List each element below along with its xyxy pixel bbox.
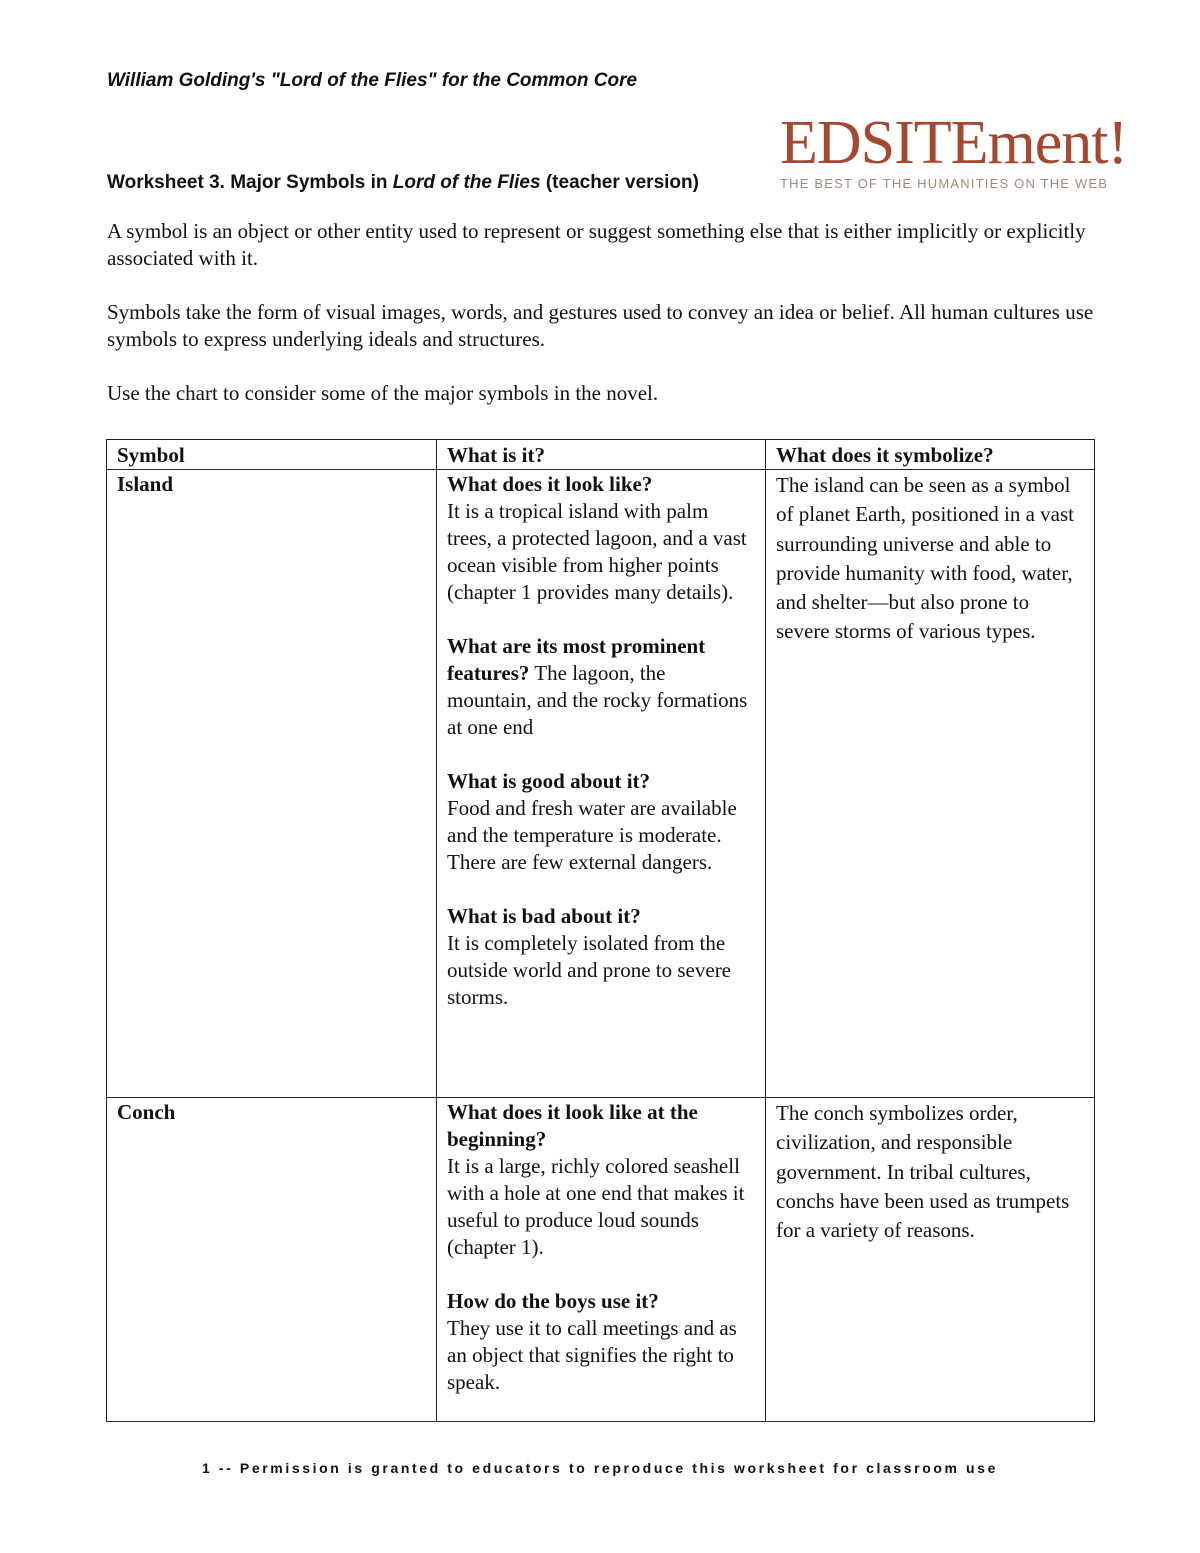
- page-footer: 1 -- Permission is granted to educators to reproduce this worksheet for classroom use: [202, 1460, 998, 1476]
- running-header: William Golding's "Lord of the Flies" for the Common Core: [107, 70, 638, 91]
- symbols-table: [106, 439, 1095, 1422]
- table-row: [107, 470, 1095, 1098]
- logo-tagline: THE BEST OF THE HUMANITIES ON THE WEB: [780, 176, 1109, 191]
- detail-answer: The lagoon, the mountain, and the rocky formations at one end: [447, 661, 748, 739]
- detail-answer: It is a large, richly colored seashell with a hole at one end that makes it useful to produce loud sounds (chapter 1).: [447, 1154, 745, 1259]
- detail-question: What is bad about it?: [447, 904, 641, 928]
- detail-answer: It is a tropical island with palm trees, a protected lagoon, and a vast ocean visible from higher points (chapter 1 provides many details).: [447, 499, 747, 604]
- detail-question: What does it look like?: [447, 472, 653, 496]
- detail-question: What are its most prominent features?: [447, 634, 706, 685]
- worksheet-title: [107, 172, 699, 194]
- detail-block: [447, 1099, 755, 1261]
- detail-block: [447, 768, 755, 876]
- intro-paragraph-forms: Symbols take the form of visual images, words, and gestures used to convey an idea or belief. All human cultures use symbols to express underlying ideals and structures.: [107, 300, 1094, 351]
- table-row: [107, 1098, 1095, 1422]
- symbol-meaning: The conch symbolizes order, civilization, and responsible government. In tribal cultures, conchs have been used as trumpets for a variety of reasons.: [766, 1098, 1095, 1422]
- detail-question: How do the boys use it?: [447, 1289, 659, 1313]
- table-header-row: [107, 440, 1095, 470]
- intro-paragraph-definition: A symbol is an object or other entity used to represent or suggest something else that is either implicitly or explicitly associated with it.: [107, 219, 1086, 270]
- intro-paragraph-instructions: Use the chart to consider some of the major symbols in the novel.: [107, 381, 659, 405]
- worksheet-title-prefix: Worksheet 3. Major Symbols in: [107, 172, 393, 193]
- detail-block: [447, 633, 755, 741]
- header-what-does-it-symbolize: What does it symbolize?: [766, 440, 1095, 470]
- logo-wordmark: EDSITEment!: [780, 109, 1128, 177]
- symbol-meaning: The island can be seen as a symbol of planet Earth, positioned in a vast surrounding universe and able to provide humanity with food, water, and shelter—but also prone to severe storms of various types.: [766, 470, 1095, 1098]
- header-symbol: Symbol: [107, 440, 437, 470]
- detail-question: What is good about it?: [447, 769, 651, 793]
- detail-answer: It is completely isolated from the outside world and prone to severe storms.: [447, 931, 732, 1009]
- detail-block: [447, 471, 755, 606]
- worksheet-title-book: Lord of the Flies: [392, 172, 541, 193]
- edsitement-logo: [780, 109, 1128, 191]
- symbol-details: [437, 1098, 766, 1422]
- symbol-name: Conch: [107, 1098, 437, 1422]
- detail-answer: They use it to call meetings and as an object that signifies the right to speak.: [447, 1316, 737, 1394]
- detail-block: [447, 903, 755, 1011]
- symbol-name: Island: [107, 470, 437, 1098]
- detail-answer: Food and fresh water are available and the temperature is moderate. There are few external dangers.: [447, 796, 737, 874]
- detail-block: [447, 1288, 755, 1396]
- symbol-details: [437, 470, 766, 1098]
- worksheet-title-suffix: (teacher version): [540, 172, 699, 193]
- header-what-is-it: What is it?: [437, 440, 766, 470]
- detail-question: What does it look like at the beginning?: [447, 1100, 698, 1151]
